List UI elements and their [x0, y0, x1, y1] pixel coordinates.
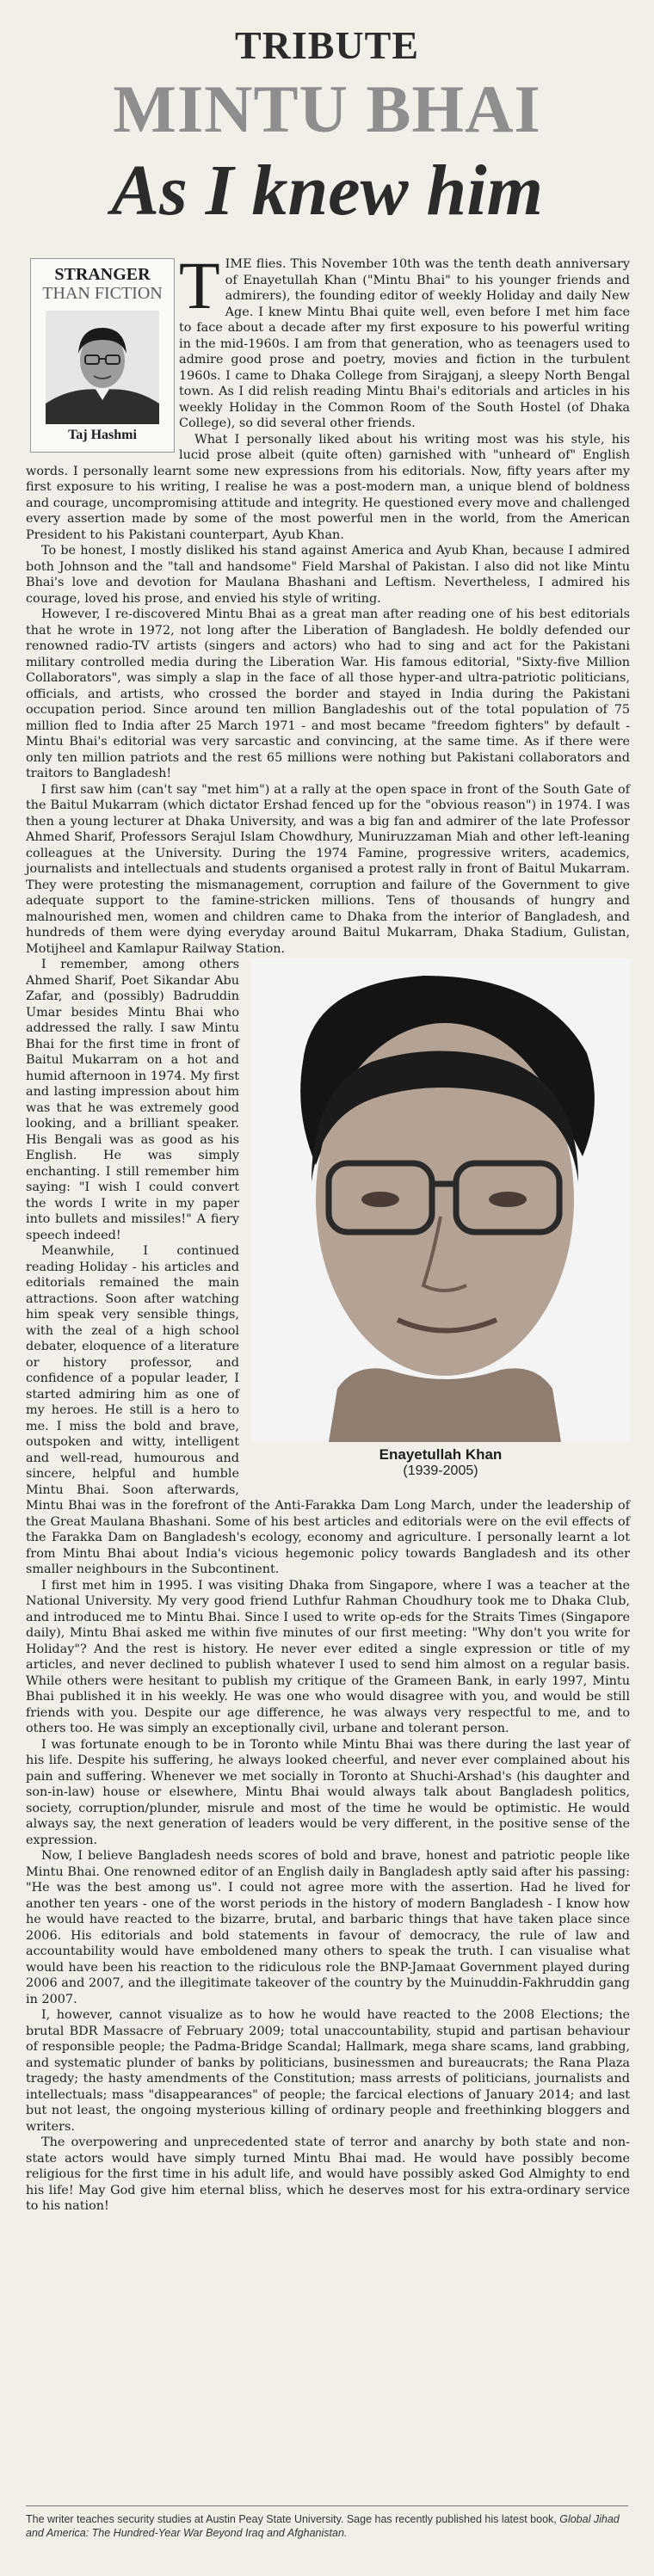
footnote-text: The writer teaches security studies at Austin Peay State University. Sage has recently published his latest book,	[26, 2513, 557, 2525]
article-paragraph: Now, I believe Bangladesh needs scores of bold and brave, honest and patriotic people like Mintu Bhai. One renowned editor of an English daily in Bangladesh aptly said after his passing: "He was the best among us". I could not agree more with the assertion. Had he lived for another ten years - one of the worst periods in the history of modern Bangladesh - I know how he would have reacted to the bizarre, brutal, and barbaric things that have taken place since 2006. His editorials and bold statements in favour of democracy, the rule of law and accountability would have emboldened many others to speak the truth. I can visualise what would have been his reaction to the ridiculous role the BNP-Jamaat Government played during 2006 and 2007, and the illegitimate takeover of the country by the Muinuddin-Fakhruddin gang in 2007.	[26, 1849, 630, 2006]
footnote-divider	[26, 2505, 628, 2506]
column-name-line1: STRANGER	[54, 265, 151, 284]
portrait-photo	[251, 958, 630, 1442]
paragraph-text: IME flies. This November 10th was the tenth death anniversary of Enayetullah Khan ("Mintu Bhai" to his younger friends and admirers), the founding editor of weekly Holiday and daily New Age. I knew Mintu Bhai quite well, even before I met him face to face about a decade after my first exposure to his powerful writing in the mid-1960s. I am from that generation, who as teenagers used to admire good prose and poetry, movies and fiction in the turbulent 1960s. I came to Dhaka College from Sirajganj, a sleepy North Bengal town. As I did relish reading Mintu Bhai's editorials and articles in his weekly Holiday in the Common Room of the South Hostel (of Dhaka College), so did several other friends.	[179, 257, 630, 430]
article-paragraph: However, I re-discovered Mintu Bhai as a great man after reading one of his best editorials that he wrote in 1972, not long after the Liberation of Bangladesh. He boldly defended our renowned radio-TV artists (singers and actors) who had to sing and act for the Pakistani military controlled media during the Liberation War. His famous editorial, "Sixty-five Million Collaborators", was simply a slap in the face of all those hyper-and ultra-patriotic politicians, officials, and artists, who crossed the border and stayed in India during the Pakistani occupation period. Since around ten million Bangladeshis out of the total population of 75 million fled to India after 25 March 1971 - and most became "freedom fighters" by default - Mintu Bhai's editorial was very sarcastic and convincing, at the same time. As if there were only ten million patriots and the rest 65 millions were nothing but Pakistani collaborators and traitors to Bangladesh!	[26, 607, 630, 780]
article-paragraph: I remember, among others Ahmed Sharif, Poet Sikandar Abu Zafar, and (possibly) Badruddin Umar besides Mintu Bhai who addressed the rally. I saw Mintu Bhai for the first time in front of Baitul Mukarram on a hot and humid afternoon in 1974. My first and lasting impression about him was that he was extremely good looking, and a brilliant speaker. His Bengali was as good as his English. He was simply enchanting. I still remember him saying: "I wish I could convert the words I write in my paper into bullets and missiles!" A fiery speech indeed!	[26, 958, 239, 1242]
article-paragraph: What I personally liked about his writing most was his style, his lucid prose albeit (quite often) garnished with "unheard of" English words. I personally learnt some new expressions from his editorials. Now, fifty years after my first exposure to his writing, I realise he was a post-modern man, a unique blend of boldness and courage, uncompromising attitude and integrity. He questioned every move and challenged every assertion made by some of the most powerful men in the world, from the American President to his Pakistani counterpart, Ayub Khan.	[26, 432, 630, 542]
book-title: Global Jihad and America: The Hundred-Year War Beyond Iraq and Afghanistan.	[26, 2513, 620, 2539]
article-paragraph: I was fortunate enough to be in Toronto while Mintu Bhai was there during the last year of his life. Despite his suffering, he always looked cheerful, and never ever complained about his pain and suffering. Whenever we met socially in Toronto at Shuchi-Arshad's (his daughter and son-in-law) house or elsewhere, Mintu Bhai would always talk about Bangladesh politics, society, corruption/plunder, misrule and most of the time he would be optimistic. He would always say, the next generation of leaders would be very different, in the positive sense of the expression.	[26, 1737, 630, 1847]
article-paragraph: The overpowering and unprecedented state of terror and anarchy by both state and non-state actors would have simply turned Mintu Bhai mad. He would have possibly become religious for the first time in his adult life, and would have possibly asked God Almighty to end his life! May God give him eternal bliss, which he deserves most for his extra-ordinary service to his nation!	[26, 2135, 630, 2213]
article-paragraph: I first saw him (can't say "met him") at a rally at the open space in front of the South Gate of the Baitul Mukarram (which dictator Ershad fenced up for the "obvious reason") in 1974. I was then a young lecturer at Dhaka University, and was a big fan and admirer of the late Professor Ahmed Sharif, Professors Serajul Islam Chowdhury, Muniruzzaman Miah and other left-leaning colleagues at the University. During the 1974 Famine, progressive writers, academics, journalists and intellectuals and students organised a protest rally in front of Baitul Mukarram. They were protesting the mismanagement, corruption and failure of the Government to give adequate support to the famine-stricken millions. Tens of thousands of hungry and malnourished men, women and children came to Dhaka from the interior of Bangladesh, and hundreds of them were dying everyday around Baitul Mukarram, Dhaka Stadium, Gulistan, Motijheel and Kamlapur Railway Station.	[26, 782, 630, 956]
article-paragraph: I first met him in 1995. I was visiting Dhaka from Singapore, where I was a teacher at the National University. My very good friend Luthfur Rahman Choudhury took me to Dhaka Club, and introduced me to Mintu Bhai. Since I used to write op-eds for the Straits Times (Singapore daily), Mintu Bhai asked me within five minutes of our first meeting: "Why don't you write for Holiday"? And the rest is history. He never ever edited a single expression or title of my articles, and never declined to publish whatever I used to send him almost on a regular basis. While others were hesitant to publish my critique of the Grameen Bank, in early 1997, Mintu Bhai published it in his weekly. He was one who would disagree with you, and would be still friends with you. Despite our age difference, he was always very respectful to me, and to others too. He was simply an exceptionally civil, urbane and tolerant person.	[26, 1578, 630, 1735]
article-paragraph: Meanwhile, I continued reading Holiday - his articles and editorials remained the main attractions. Soon after watching him speak very sensible things, with the zeal of a high school debater, eloquence of a literature or history professor, and confidence of a popular leader, I started admiring him as one of my heroes. He still is a hero to me. I miss the bold and brave, outspoken and witty, intelligent and well-read, humourous and sincere, helpful and humble Mintu Bhai. Soon afterwards, Mintu Bhai was in the forefront of the Anti-Farakka Dam Long March, under the leadership of the Great Maulana Bhashani. Some of his best articles and editorials were on the evil effects of the Farakka Dam on Bangladesh's ecology, economy and agriculture. I personally learnt a lot from Mintu Bhai about India's vicious hegemonic policy towards Bangladesh and its other smaller neighbours in the Subcontinent.	[26, 1244, 630, 1576]
drop-cap: T	[179, 248, 220, 323]
byline-spacer	[26, 256, 179, 456]
author-footnote	[26, 2512, 628, 2540]
article-paragraph: To be honest, I mostly disliked his stand against America and Ayub Khan, because I admired both Johnson and the "tall and handsome" Field Marshal of Pakistan. I also did not like Mintu Bhai's love and devotion for Maulana Bhashani and Leftism. Nevertheless, I admired his courage, loved his prose, and envied his style of writing.	[26, 544, 630, 606]
headline: MINTU BHAI	[113, 71, 541, 146]
photo-caption-name: Enayetullah Khan	[379, 1446, 503, 1463]
section-kicker: TRIBUTE	[234, 23, 420, 67]
article-body	[26, 248, 630, 2215]
column-name-line2: THAN FICTION	[42, 284, 163, 303]
article-paragraph: I, however, cannot visualize as to how he would have reacted to the 2008 Elections; the brutal BDR Massacre of February 2009; total unaccountability, stupid and partisan behaviour of responsible people; the Padma-Bridge Scandal; Hallmark, mega share scams, land grabbing, and systematic plunder of banks by politicians, businessmen and bureaucrats; the Rana Plaza tragedy; the hasty amendments of the Constitution; mass arrests of politicians, journalists and intellectuals; mass "disappearances" of people; the farcical elections of January 2014; and last but not least, the ongoing mysterious killing of ordinary people and freethinking bloggers and writers.	[26, 2008, 630, 2134]
subheadline: As I knew him	[111, 151, 543, 231]
author-name: Taj Hashmi	[68, 428, 137, 442]
photo-caption-years: (1939-2005)	[403, 1463, 478, 1478]
portrait-figure	[251, 958, 630, 1490]
